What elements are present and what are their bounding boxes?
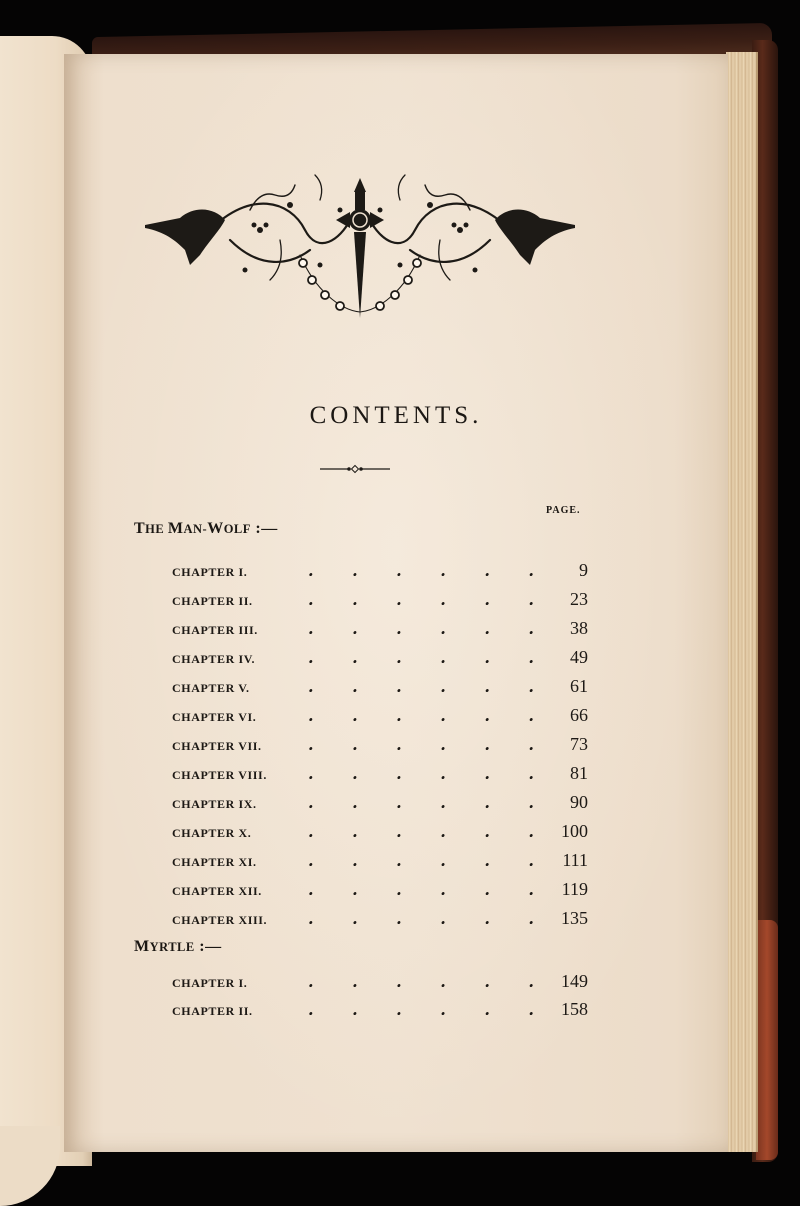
toc-entry[interactable] [172, 734, 588, 758]
chapter-label: CHAPTER II. [172, 594, 253, 608]
book-cover-leather-corner [756, 920, 778, 1160]
contents-page [64, 54, 728, 1152]
page-number: 90 [570, 792, 588, 812]
dot-leader: . . . . . . [308, 851, 534, 870]
page-number: 23 [570, 589, 588, 609]
chapter-label: CHAPTER XII. [172, 884, 262, 898]
page-number: 149 [561, 971, 588, 991]
dot-leader: . . . . . . [308, 706, 534, 725]
chapter-label: CHAPTER IV. [172, 652, 256, 666]
dot-leader: . . . . . . [308, 972, 534, 991]
page-number: 119 [561, 879, 588, 899]
toc-entry[interactable] [172, 647, 588, 671]
toc-entry[interactable] [172, 850, 588, 874]
toc-entry[interactable] [172, 589, 588, 613]
page-number: 135 [561, 908, 588, 928]
page-number: 100 [561, 821, 588, 841]
floral-dagger-headpiece-icon [140, 170, 580, 320]
toc-entry[interactable] [172, 908, 588, 932]
chapter-label: CHAPTER III. [172, 623, 258, 637]
dot-leader: . . . . . . [308, 735, 534, 754]
chapter-label: CHAPTER VI. [172, 710, 257, 724]
page-number: 73 [570, 734, 588, 754]
toc-entry[interactable] [172, 676, 588, 700]
dot-leader: . . . . . . [308, 590, 534, 609]
section-title-man-wolf: THE MAN-WOLF :— [134, 520, 278, 537]
dot-leader: . . . . . . [308, 561, 534, 580]
dot-leader: . . . . . . [308, 1000, 534, 1019]
chapter-label: CHAPTER IX. [172, 797, 257, 811]
chapter-label: CHAPTER XIII. [172, 913, 268, 927]
diamond-rule-icon [320, 464, 390, 474]
section-title-myrtle: MYRTLE :— [134, 938, 222, 955]
dot-leader: . . . . . . [308, 648, 534, 667]
page-number: 66 [570, 705, 588, 725]
page-number: 49 [570, 647, 588, 667]
toc-entry[interactable] [172, 792, 588, 816]
page-number: 38 [570, 618, 588, 638]
toc-entry[interactable] [172, 821, 588, 845]
chapter-label: CHAPTER VIII. [172, 768, 267, 782]
toc-entry[interactable] [172, 763, 588, 787]
page-number: 158 [561, 999, 588, 1019]
page-number: 9 [579, 560, 588, 580]
toc-entry[interactable] [172, 618, 588, 642]
dot-leader: . . . . . . [308, 764, 534, 783]
toc-entry[interactable] [172, 705, 588, 729]
page-number: 61 [570, 676, 588, 696]
dot-leader: . . . . . . [308, 822, 534, 841]
chapter-label: CHAPTER II. [172, 1004, 253, 1018]
chapter-label: CHAPTER I. [172, 565, 248, 579]
dot-leader: . . . . . . [308, 880, 534, 899]
chapter-label: CHAPTER I. [172, 976, 248, 990]
page-number: 111 [562, 850, 588, 870]
toc-entry[interactable] [172, 971, 588, 995]
dot-leader: . . . . . . [308, 619, 534, 638]
chapter-label: CHAPTER X. [172, 826, 252, 840]
dot-leader: . . . . . . [308, 793, 534, 812]
page-block-edges [726, 52, 758, 1152]
page-title: CONTENTS. [309, 402, 483, 429]
chapter-label: CHAPTER XI. [172, 855, 257, 869]
toc-entry[interactable] [172, 560, 588, 584]
chapter-label: CHAPTER V. [172, 681, 250, 695]
toc-entry[interactable] [172, 999, 588, 1023]
chapter-label: CHAPTER VII. [172, 739, 262, 753]
page-number: 81 [570, 763, 588, 783]
toc-entry[interactable] [172, 879, 588, 903]
dot-leader: . . . . . . [308, 909, 534, 928]
page-column-header: PAGE. [546, 505, 581, 516]
dot-leader: . . . . . . [308, 677, 534, 696]
